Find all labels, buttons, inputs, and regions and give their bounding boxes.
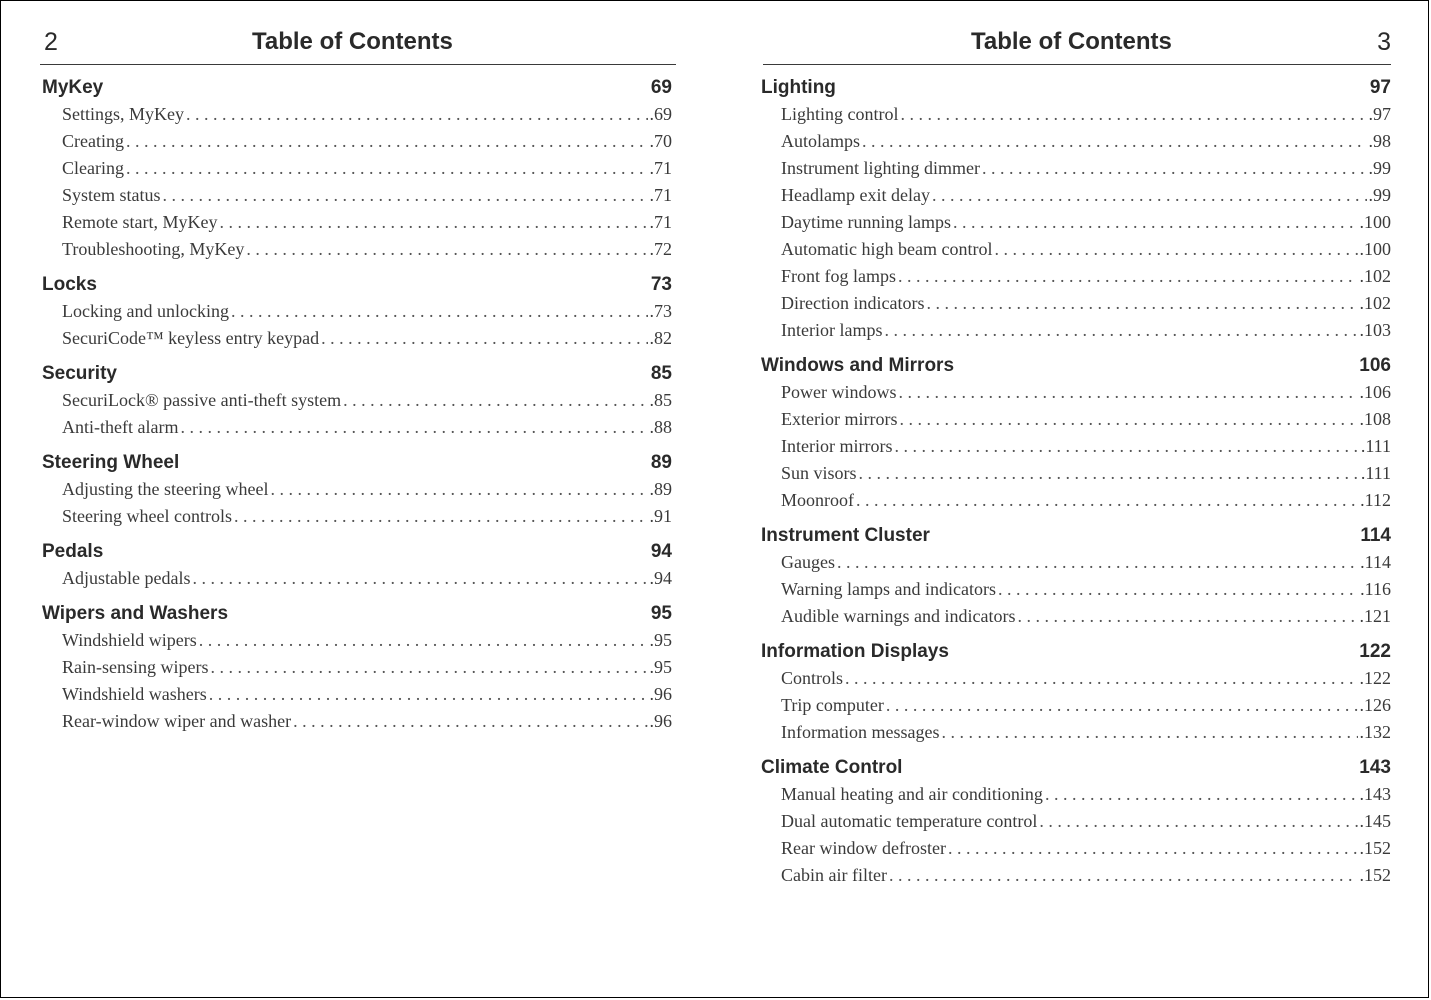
dot-leader xyxy=(231,298,648,325)
page-number: 2 xyxy=(44,28,58,56)
dot-leader xyxy=(998,576,1358,603)
entry-page-number: .100 xyxy=(1359,212,1391,232)
toc-entry[interactable] xyxy=(42,155,672,182)
toc-entry[interactable] xyxy=(761,835,1391,862)
dot-leader xyxy=(953,209,1358,236)
entry-page-number: .94 xyxy=(649,568,672,588)
section-heading[interactable] xyxy=(761,352,1391,379)
section-page-number: 114 xyxy=(1360,525,1391,546)
toc-list xyxy=(761,72,1391,897)
toc-entry[interactable] xyxy=(761,719,1391,746)
toc-entry[interactable] xyxy=(761,236,1391,263)
right-page xyxy=(761,0,1391,1000)
entry-page-number: .116 xyxy=(1360,579,1391,599)
toc-entry[interactable] xyxy=(42,708,672,735)
dot-leader xyxy=(856,487,1358,514)
entry-page-number: .121 xyxy=(1359,606,1391,626)
entry-page-number: .98 xyxy=(1368,131,1391,151)
left-page-header xyxy=(40,24,676,65)
dot-leader xyxy=(163,182,648,209)
toc-entry[interactable] xyxy=(761,576,1391,603)
dot-leader xyxy=(210,654,647,681)
entry-page-number: .100 xyxy=(1359,239,1391,259)
toc-entry[interactable] xyxy=(761,290,1391,317)
entry-label: Audible warnings and indicators xyxy=(781,606,1016,626)
toc-entry[interactable] xyxy=(761,665,1391,692)
toc-entry[interactable] xyxy=(761,379,1391,406)
dot-leader xyxy=(199,627,648,654)
dot-leader xyxy=(126,155,648,182)
entry-label: Rear window defroster xyxy=(781,838,946,858)
section-page-number: 85 xyxy=(650,363,672,384)
entry-label: System status xyxy=(62,185,161,205)
toc-section xyxy=(42,538,672,592)
toc-entry[interactable] xyxy=(761,487,1391,514)
entry-label: Automatic high beam control xyxy=(781,239,993,259)
section-title: Lighting xyxy=(761,77,836,98)
entry-page-number: .70 xyxy=(649,131,672,151)
toc-entry[interactable] xyxy=(42,236,672,263)
dot-leader xyxy=(246,236,647,263)
entry-page-number: .99 xyxy=(1368,185,1391,205)
toc-entry[interactable] xyxy=(761,603,1391,630)
section-heading[interactable] xyxy=(761,638,1391,665)
section-page-number: 143 xyxy=(1359,757,1391,778)
dot-leader xyxy=(889,862,1358,889)
entry-label: Autolamps xyxy=(781,131,860,151)
entry-page-number: .152 xyxy=(1359,838,1391,858)
toc-entry[interactable] xyxy=(42,476,672,503)
toc-entry[interactable] xyxy=(42,503,672,530)
section-title: Pedals xyxy=(42,541,104,562)
dot-leader xyxy=(994,236,1357,263)
left-page xyxy=(42,0,672,1000)
entry-page-number: .69 xyxy=(649,104,672,124)
entry-page-number: .102 xyxy=(1359,266,1391,286)
entry-page-number: .72 xyxy=(649,239,672,259)
toc-section xyxy=(42,600,672,735)
toc-entry[interactable] xyxy=(42,209,672,236)
toc-entry[interactable] xyxy=(761,781,1391,808)
entry-page-number: .96 xyxy=(649,711,672,731)
toc-entry[interactable] xyxy=(761,263,1391,290)
page-title: Table of Contents xyxy=(971,28,1172,55)
toc-entry[interactable] xyxy=(42,182,672,209)
entry-label: Windshield washers xyxy=(62,684,207,704)
section-heading[interactable] xyxy=(42,74,672,101)
section-title: MyKey xyxy=(42,77,104,98)
entry-label: Windshield wipers xyxy=(62,630,197,650)
section-heading[interactable] xyxy=(761,522,1391,549)
entry-page-number: .73 xyxy=(649,301,672,321)
entry-label: Remote start, MyKey xyxy=(62,212,218,232)
entry-label: Direction indicators xyxy=(781,293,925,313)
entry-label: Exterior mirrors xyxy=(781,409,898,429)
section-title: Wipers and Washers xyxy=(42,603,229,624)
entry-label: Creating xyxy=(62,131,124,151)
toc-entry[interactable] xyxy=(42,681,672,708)
toc-entry[interactable] xyxy=(761,182,1391,209)
entry-label: Adjusting the steering wheel xyxy=(62,479,269,499)
entry-page-number: .112 xyxy=(1360,490,1391,510)
toc-entry[interactable] xyxy=(761,433,1391,460)
entry-label: Cabin air filter xyxy=(781,865,887,885)
toc-entry[interactable] xyxy=(42,298,672,325)
entry-page-number: .106 xyxy=(1359,382,1391,402)
dot-leader xyxy=(859,460,1359,487)
dot-leader xyxy=(899,379,1358,406)
toc-entry[interactable] xyxy=(42,101,672,128)
toc-section xyxy=(42,360,672,441)
entry-page-number: .95 xyxy=(649,657,672,677)
section-page-number: 89 xyxy=(650,452,672,473)
toc-section xyxy=(42,449,672,530)
dot-leader xyxy=(343,387,647,414)
entry-label: Sun visors xyxy=(781,463,857,483)
entry-label: Rain-sensing wipers xyxy=(62,657,209,677)
entry-label: Lighting control xyxy=(781,104,899,124)
entry-label: Rear-window wiper and washer xyxy=(62,711,292,731)
section-page-number: 106 xyxy=(1359,355,1391,376)
section-heading[interactable] xyxy=(761,754,1391,781)
dot-leader xyxy=(894,433,1358,460)
section-page-number: 73 xyxy=(650,274,672,295)
section-title: Security xyxy=(42,363,117,384)
toc-list xyxy=(42,72,672,743)
toc-entry[interactable] xyxy=(761,862,1391,889)
section-page-number: 94 xyxy=(650,541,672,562)
section-heading[interactable] xyxy=(42,600,672,627)
dot-leader xyxy=(1045,781,1358,808)
toc-entry[interactable] xyxy=(42,387,672,414)
entry-page-number: .89 xyxy=(649,479,672,499)
entry-label: SecuriCode™ keyless entry keypad xyxy=(62,328,320,348)
page-title: Table of Contents xyxy=(252,28,453,55)
toc-entry[interactable] xyxy=(42,128,672,155)
entry-label: Power windows xyxy=(781,382,897,402)
dot-leader xyxy=(900,101,1366,128)
entry-label: Headlamp exit delay xyxy=(781,185,930,205)
entry-label: Instrument lighting dimmer xyxy=(781,158,980,178)
entry-page-number: .126 xyxy=(1359,695,1391,715)
toc-section xyxy=(761,352,1391,514)
entry-page-number: .95 xyxy=(649,630,672,650)
toc-entry[interactable] xyxy=(42,414,672,441)
dot-leader xyxy=(219,209,647,236)
dot-leader xyxy=(845,665,1357,692)
entry-page-number: .143 xyxy=(1359,784,1391,804)
entry-label: SecuriLock® passive anti-theft system xyxy=(62,390,342,410)
entry-label: Daytime running lamps xyxy=(781,212,951,232)
dot-leader xyxy=(837,549,1358,576)
toc-entry[interactable] xyxy=(761,692,1391,719)
entry-page-number: .71 xyxy=(649,158,672,178)
dot-leader xyxy=(180,414,647,441)
entry-label: Trip computer xyxy=(781,695,884,715)
dot-leader xyxy=(209,681,648,708)
dot-leader xyxy=(898,263,1358,290)
dot-leader xyxy=(186,101,647,128)
page-number: 3 xyxy=(1377,28,1391,56)
entry-page-number: .108 xyxy=(1359,409,1391,429)
dot-leader xyxy=(982,155,1367,182)
dot-leader xyxy=(192,565,647,592)
toc-section xyxy=(761,754,1391,889)
right-page-header xyxy=(763,24,1391,65)
toc-section xyxy=(761,638,1391,746)
entry-page-number: .82 xyxy=(649,328,672,348)
dot-leader xyxy=(932,182,1367,209)
dot-leader xyxy=(234,503,648,530)
entry-label: Warning lamps and indicators xyxy=(781,579,996,599)
entry-page-number: .71 xyxy=(649,212,672,232)
entry-label: Locking and unlocking xyxy=(62,301,229,321)
entry-page-number: .102 xyxy=(1359,293,1391,313)
entry-page-number: .85 xyxy=(649,390,672,410)
entry-label: Settings, MyKey xyxy=(62,104,185,124)
section-heading[interactable] xyxy=(42,538,672,565)
section-title: Instrument Cluster xyxy=(761,525,930,546)
entry-label: Adjustable pedals xyxy=(62,568,191,588)
entry-page-number: .91 xyxy=(649,506,672,526)
dot-leader xyxy=(321,325,647,352)
section-page-number: 95 xyxy=(650,603,672,624)
dot-leader xyxy=(926,290,1357,317)
entry-page-number: .111 xyxy=(1360,463,1391,483)
toc-entry[interactable] xyxy=(761,155,1391,182)
entry-label: Interior lamps xyxy=(781,320,883,340)
dot-leader xyxy=(1017,603,1357,630)
section-page-number: 122 xyxy=(1359,641,1391,662)
toc-entry[interactable] xyxy=(42,654,672,681)
section-heading[interactable] xyxy=(42,449,672,476)
toc-entry[interactable] xyxy=(761,460,1391,487)
toc-section xyxy=(42,74,672,263)
dot-leader xyxy=(293,708,647,735)
toc-section xyxy=(761,522,1391,630)
toc-entry[interactable] xyxy=(761,317,1391,344)
entry-page-number: .96 xyxy=(649,684,672,704)
section-title: Information Displays xyxy=(761,641,949,662)
dot-leader xyxy=(884,317,1357,344)
dot-leader xyxy=(899,406,1357,433)
section-page-number: 69 xyxy=(650,77,672,98)
entry-label: Dual automatic temperature control xyxy=(781,811,1038,831)
entry-page-number: .88 xyxy=(649,417,672,437)
section-title: Windows and Mirrors xyxy=(761,355,955,376)
entry-page-number: .71 xyxy=(649,185,672,205)
entry-label: Clearing xyxy=(62,158,124,178)
entry-label: Steering wheel controls xyxy=(62,506,232,526)
entry-label: Troubleshooting, MyKey xyxy=(62,239,245,259)
section-title: Locks xyxy=(42,274,97,295)
toc-section xyxy=(42,271,672,352)
toc-entry[interactable] xyxy=(761,101,1391,128)
entry-label: Information messages xyxy=(781,722,940,742)
toc-entry[interactable] xyxy=(761,209,1391,236)
entry-label: Manual heating and air conditioning xyxy=(781,784,1043,804)
entry-label: Anti-theft alarm xyxy=(62,417,179,437)
dot-leader xyxy=(886,692,1358,719)
entry-page-number: .122 xyxy=(1359,668,1391,688)
entry-label: Interior mirrors xyxy=(781,436,893,456)
entry-label: Moonroof xyxy=(781,490,854,510)
entry-label: Front fog lamps xyxy=(781,266,896,286)
dot-leader xyxy=(941,719,1357,746)
section-title: Climate Control xyxy=(761,757,903,778)
entry-page-number: .99 xyxy=(1368,158,1391,178)
entry-page-number: .145 xyxy=(1359,811,1391,831)
section-heading[interactable] xyxy=(42,271,672,298)
toc-section xyxy=(761,74,1391,344)
entry-label: Controls xyxy=(781,668,844,688)
section-page-number: 97 xyxy=(1369,77,1391,98)
toc-entry[interactable] xyxy=(761,128,1391,155)
dot-leader xyxy=(1039,808,1357,835)
toc-entry[interactable] xyxy=(761,406,1391,433)
section-heading[interactable] xyxy=(761,74,1391,101)
toc-entry[interactable] xyxy=(761,808,1391,835)
dot-leader xyxy=(270,476,647,503)
entry-page-number: .132 xyxy=(1359,722,1391,742)
entry-page-number: .114 xyxy=(1360,552,1391,572)
section-heading[interactable] xyxy=(42,360,672,387)
toc-entry[interactable] xyxy=(761,549,1391,576)
toc-entry[interactable] xyxy=(42,565,672,592)
dot-leader xyxy=(126,128,648,155)
dot-leader xyxy=(862,128,1367,155)
entry-label: Gauges xyxy=(781,552,835,572)
entry-page-number: .97 xyxy=(1368,104,1391,124)
toc-entry[interactable] xyxy=(42,627,672,654)
entry-page-number: .152 xyxy=(1359,865,1391,885)
dot-leader xyxy=(948,835,1358,862)
entry-page-number: .103 xyxy=(1359,320,1391,340)
section-title: Steering Wheel xyxy=(42,452,180,473)
entry-page-number: .111 xyxy=(1360,436,1391,456)
toc-entry[interactable] xyxy=(42,325,672,352)
